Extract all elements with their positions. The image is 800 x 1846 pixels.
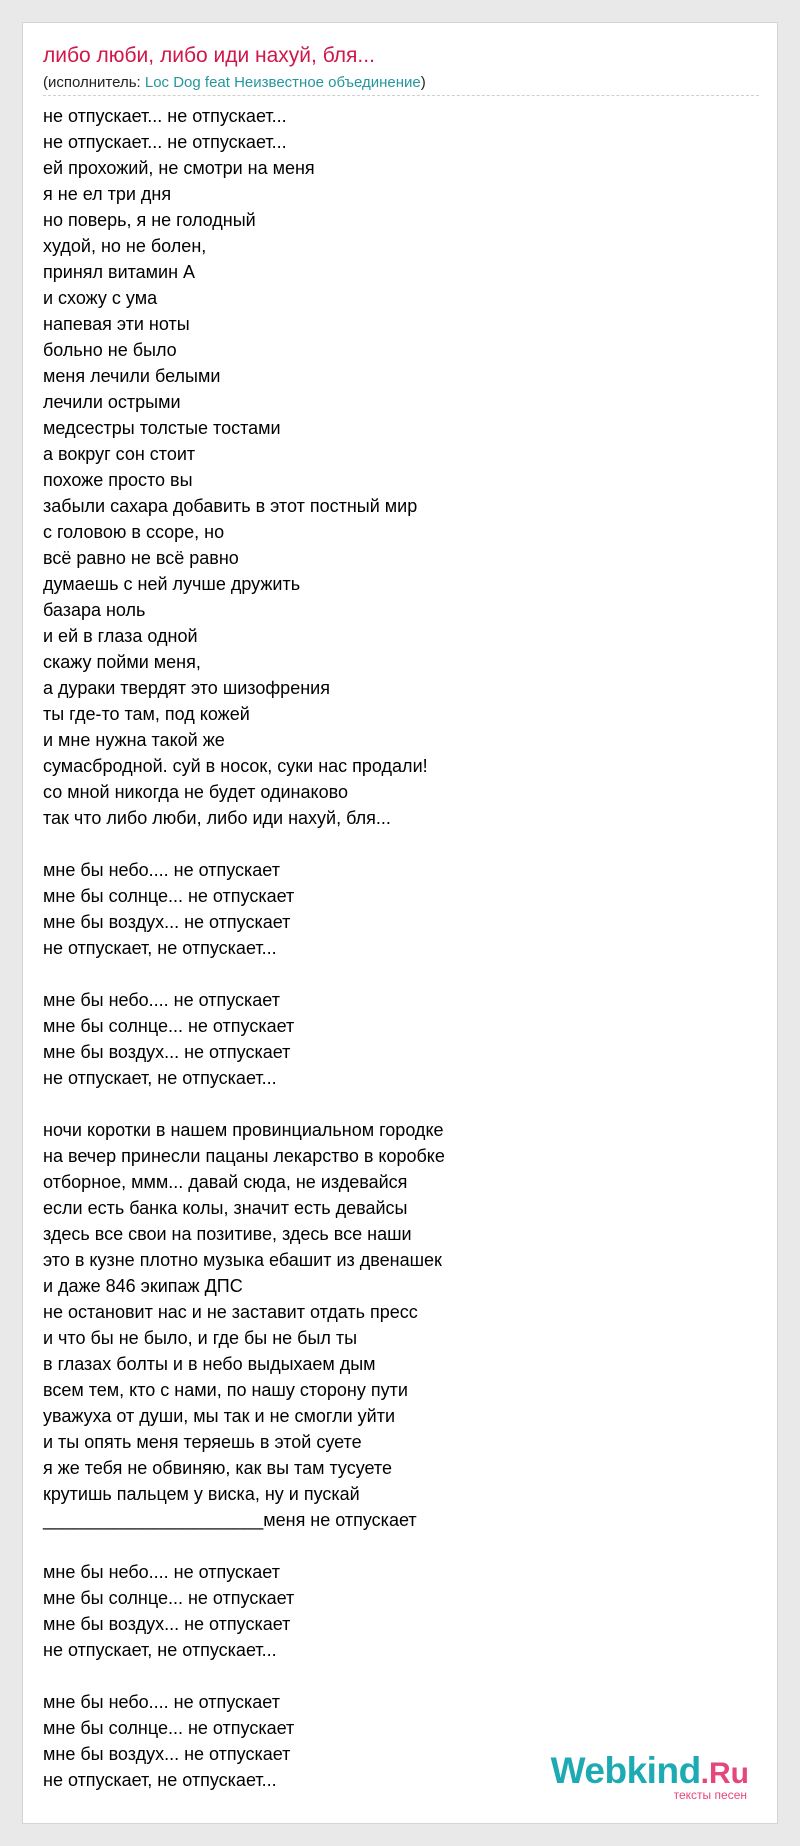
lyric-line: напевая эти ноты: [43, 314, 190, 334]
lyric-line: не отпускает, не отпускает...: [43, 938, 277, 958]
lyric-line: скажу пойми меня,: [43, 652, 201, 672]
lyric-line: мне бы небо.... не отпускает: [43, 990, 280, 1010]
lyric-line: так что либо люби, либо иди нахуй, бля...: [43, 808, 391, 828]
lyric-line: худой, но не болен,: [43, 236, 207, 256]
lyric-line: мне бы солнце... не отпускает: [43, 886, 295, 906]
lyrics-stanza: [43, 987, 757, 1091]
lyric-line: мне бы солнце... не отпускает: [43, 1588, 295, 1608]
logo-name: Webkind: [550, 1750, 701, 1791]
lyric-line: и даже 846 экипаж ДПС: [43, 1276, 243, 1296]
lyric-line: ночи коротки в нашем провинциальном городке: [43, 1120, 444, 1140]
lyric-line: я же тебя не обвиняю, как вы там тусуете: [43, 1458, 392, 1478]
lyrics-stanza: [43, 857, 757, 961]
logo-suffix: .Ru: [700, 1757, 749, 1790]
lyric-line: мне бы воздух... не отпускает: [43, 1042, 291, 1062]
site-logo[interactable]: [551, 1752, 749, 1801]
lyric-line: со мной никогда не будет одинаково: [43, 782, 348, 802]
lyric-line: отборное, ммм... давай сюда, не издевайся: [43, 1172, 408, 1192]
lyric-line: и схожу с ума: [43, 288, 158, 308]
lyric-line: всё равно не всё равно: [43, 548, 239, 568]
lyric-line: базара ноль: [43, 600, 146, 620]
song-title: либо люби, либо иди нахуй, бля...: [43, 44, 375, 67]
lyric-line: здесь все свои на позитиве, здесь все наши: [43, 1224, 412, 1244]
lyric-line: лечили острыми: [43, 392, 181, 412]
lyric-line: мне бы небо.... не отпускает: [43, 1692, 280, 1712]
lyric-line: думаешь с ней лучше дружить: [43, 574, 301, 594]
lyric-line: не отпускает... не отпускает...: [43, 132, 287, 152]
lyric-line: и что бы не было, и где бы не был ты: [43, 1328, 358, 1348]
lyric-line: с головою в ссоре, но: [43, 522, 225, 542]
lyrics-text: [43, 103, 757, 1793]
artist-prefix: (исполнитель:: [43, 74, 145, 91]
lyric-line: больно не было: [43, 340, 177, 360]
lyric-line: не отпускает, не отпускает...: [43, 1640, 277, 1660]
lyric-line: но поверь, я не голодный: [43, 210, 256, 230]
lyric-line: мне бы солнце... не отпускает: [43, 1718, 295, 1738]
lyric-line: забыли сахара добавить в этот постный мир: [43, 496, 418, 516]
logo-tagline: тексты песен: [673, 1788, 747, 1802]
lyric-line: на вечер принесли пацаны лекарство в коробке: [43, 1146, 445, 1166]
lyric-line: медсестры толстые тостами: [43, 418, 281, 438]
lyric-line: мне бы солнце... не отпускает: [43, 1016, 295, 1036]
lyric-line: и ты опять меня теряешь в этой суете: [43, 1432, 362, 1452]
lyric-line: уважуха от души, мы так и не смогли уйти: [43, 1406, 396, 1426]
lyric-line: и мне нужна такой же: [43, 730, 225, 750]
lyric-line: в глазах болты и в небо выдыхаем дым: [43, 1354, 376, 1374]
lyrics-stanza: [43, 103, 757, 831]
lyric-line: сумасбродной. суй в носок, суки нас продали!: [43, 756, 428, 776]
artist-suffix: ): [420, 74, 426, 91]
lyric-line: мне бы воздух... не отпускает: [43, 912, 291, 932]
lyric-line: не остановит нас и не заставит отдать пресс: [43, 1302, 418, 1322]
lyric-line: мне бы воздух... не отпускает: [43, 1744, 291, 1764]
lyric-line: принял витамин А: [43, 262, 196, 282]
header-divider: [43, 95, 759, 96]
lyric-line: ей прохожий, не смотри на меня: [43, 158, 315, 178]
lyric-line: ______________________меня не отпускает: [43, 1510, 417, 1530]
lyric-line: крутишь пальцем у виска, ну и пускай: [43, 1484, 360, 1504]
lyric-line: похоже просто вы: [43, 470, 193, 490]
lyrics-card: [22, 22, 778, 1824]
lyric-line: я не ел три дня: [43, 184, 172, 204]
lyric-line: а вокруг сон стоит: [43, 444, 196, 464]
lyric-line: не отпускает... не отпускает...: [43, 106, 287, 126]
lyrics-stanza: [43, 1559, 757, 1663]
lyric-line: не отпускает, не отпускает...: [43, 1068, 277, 1088]
lyric-line: и ей в глаза одной: [43, 626, 198, 646]
lyric-line: не отпускает, не отпускает...: [43, 1770, 277, 1790]
lyric-line: а дураки твердят это шизофрения: [43, 678, 330, 698]
lyric-line: мне бы небо.... не отпускает: [43, 860, 280, 880]
lyric-line: всем тем, кто с нами, по нашу сторону пути: [43, 1380, 408, 1400]
artist-line: [43, 74, 426, 91]
lyric-line: это в кузне плотно музыка ебашит из двенашек: [43, 1250, 442, 1270]
lyric-line: мне бы небо.... не отпускает: [43, 1562, 280, 1582]
lyric-line: ты где-то там, под кожей: [43, 704, 250, 724]
lyric-line: меня лечили белыми: [43, 366, 221, 386]
lyrics-stanza: [43, 1117, 757, 1533]
lyric-line: мне бы воздух... не отпускает: [43, 1614, 291, 1634]
lyric-line: если есть банка колы, значит есть девайсы: [43, 1198, 408, 1218]
artist-link[interactable]: Loc Dog feat Неизвестное объединение: [144, 74, 421, 91]
